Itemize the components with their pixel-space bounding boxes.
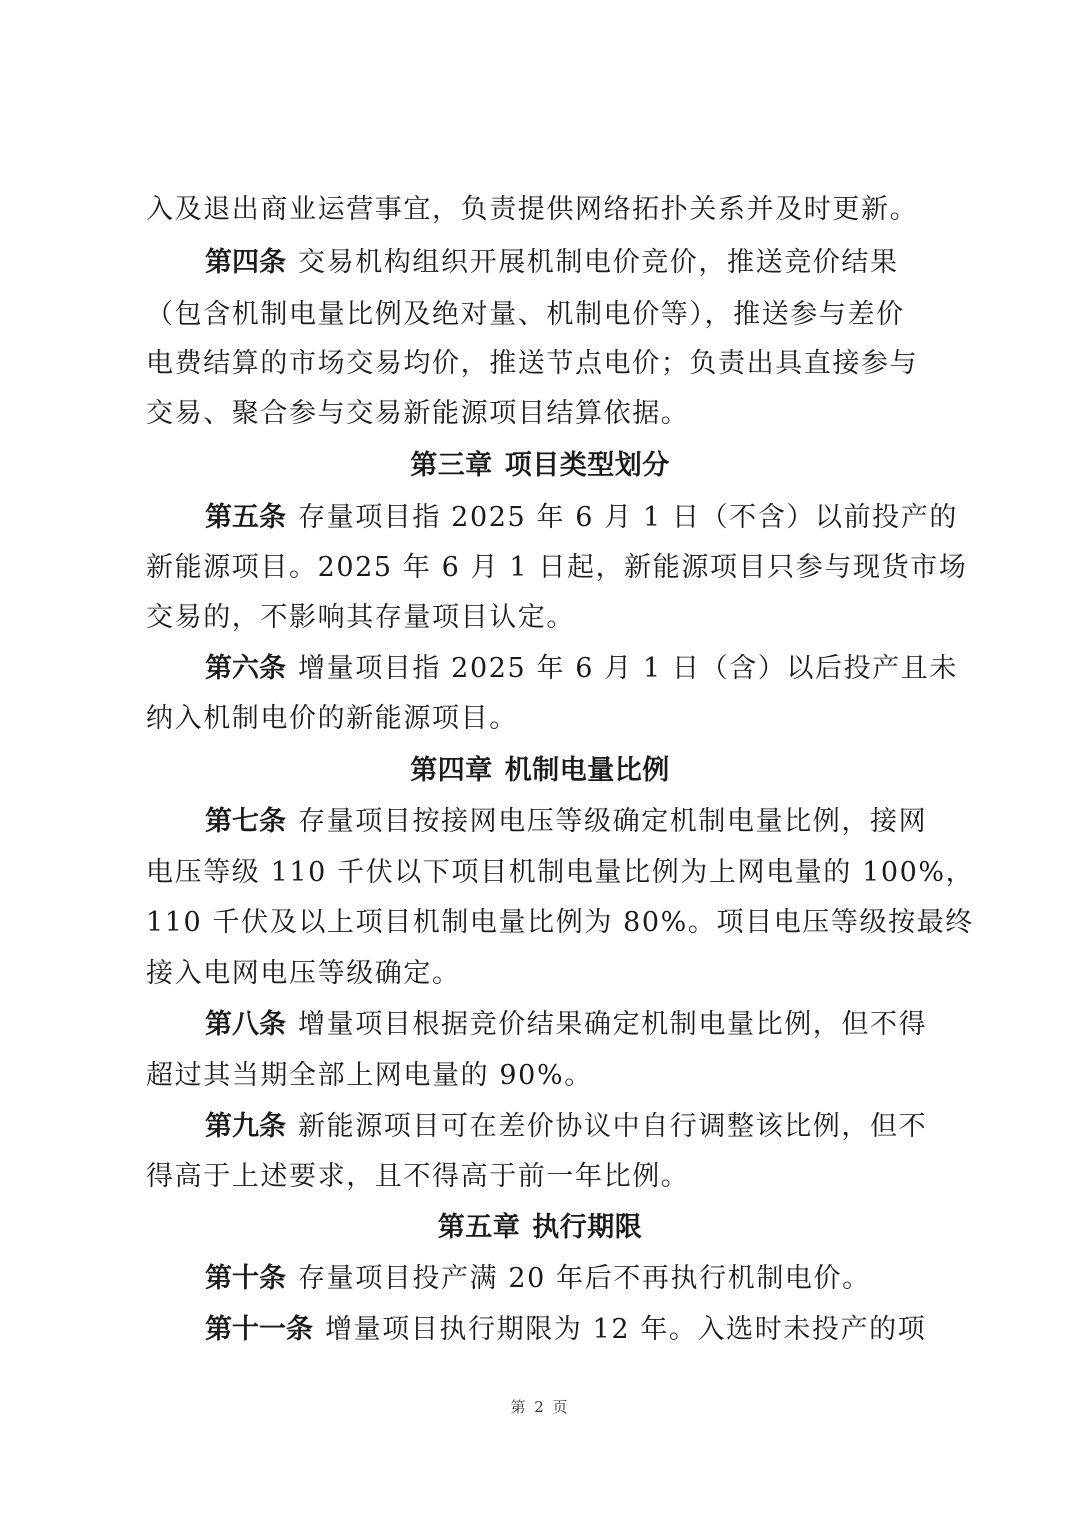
article-label: 第四条 — [205, 247, 286, 278]
paragraph-line: 入及退出商业运营事宜，负责提供网络拓扑关系并及时更新。 — [146, 194, 919, 225]
article-text: 增量项目根据竞价结果确定机制电量比例，但不得 — [298, 1009, 928, 1040]
article-4-line-2: （包含机制电量比例及绝对量、机制电价等），推送参与差价 — [146, 299, 905, 330]
article-label: 第七条 — [205, 806, 286, 837]
article-8-line-2: 超过其当期全部上网电量的 90%。 — [146, 1060, 593, 1091]
article-7-line-1 — [205, 804, 995, 840]
article-10-line-1 — [205, 1261, 995, 1297]
article-label: 第十一条 — [205, 1314, 313, 1345]
page-number: 第 2 页 — [510, 1398, 570, 1416]
article-label: 第八条 — [205, 1009, 286, 1040]
article-text: 增量项目指 2025 年 6 月 1 日（含）以后投产且未 — [298, 653, 958, 684]
article-4-line-4: 交易、聚合参与交易新能源项目结算依据。 — [146, 398, 690, 429]
article-7-line-3: 110 千伏及以上项目机制电量比例为 80%。项目电压等级按最终 — [146, 907, 974, 938]
article-7-line-4: 接入电网电压等级确定。 — [146, 958, 461, 989]
article-5-line-1 — [205, 500, 995, 536]
article-7-line-2: 电压等级 110 千伏以下项目机制电量比例为上网电量的 100%， — [146, 857, 975, 888]
article-text: 新能源项目可在差价协议中自行调整该比例，但不 — [298, 1111, 928, 1142]
article-6-line-2: 纳入机制电价的新能源项目。 — [146, 703, 518, 734]
chapter-number: 第四章 — [410, 755, 493, 786]
chapter-5-heading — [0, 1210, 1080, 1246]
article-5-line-3: 交易的，不影响其存量项目认定。 — [146, 602, 575, 633]
article-text: 交易机构组织开展机制电价竞价，推送竞价结果 — [298, 247, 899, 278]
chapter-title: 机制电量比例 — [504, 755, 670, 786]
article-4-line-1 — [205, 245, 995, 281]
chapter-title: 执行期限 — [532, 1212, 643, 1243]
article-label: 第五条 — [205, 502, 286, 533]
article-8-line-1 — [205, 1007, 995, 1043]
article-text: 增量项目执行期限为 12 年。入选时未投产的项 — [325, 1314, 927, 1345]
article-4-line-3: 电费结算的市场交易均价，推送节点电价；负责出具直接参与 — [146, 348, 919, 379]
chapter-number: 第三章 — [410, 450, 493, 481]
article-11-line-1 — [205, 1312, 995, 1348]
article-text: 存量项目投产满 20 年后不再执行机制电价。 — [298, 1263, 871, 1294]
chapter-title: 项目类型划分 — [504, 450, 670, 481]
article-text: 存量项目指 2025 年 6 月 1 日（不含）以前投产的 — [298, 502, 958, 533]
article-9-line-2: 得高于上述要求，且不得高于前一年比例。 — [146, 1161, 690, 1192]
article-5-line-2: 新能源项目。2025 年 6 月 1 日起，新能源项目只参与现货市场 — [146, 552, 968, 583]
article-9-line-1 — [205, 1109, 995, 1145]
article-6-line-1 — [205, 651, 995, 687]
article-label: 第十条 — [205, 1263, 286, 1294]
chapter-4-heading — [0, 753, 1080, 789]
article-label: 第九条 — [205, 1111, 286, 1142]
article-label: 第六条 — [205, 653, 286, 684]
chapter-number: 第五章 — [437, 1212, 521, 1243]
chapter-3-heading — [0, 448, 1080, 484]
article-text: 存量项目按接网电压等级确定机制电量比例，接网 — [298, 806, 928, 837]
